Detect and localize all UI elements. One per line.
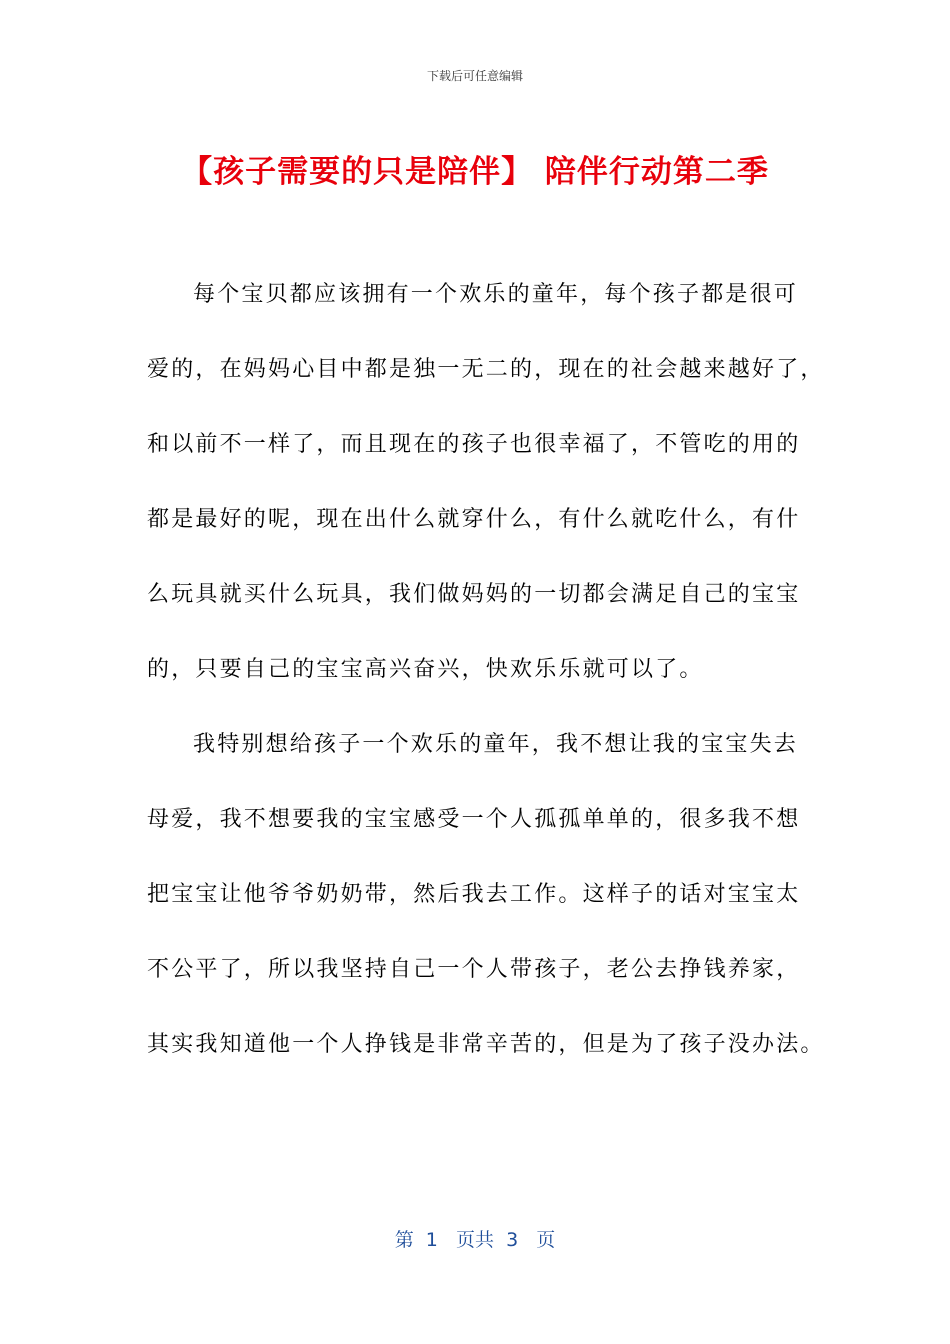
document-body bbox=[147, 275, 825, 1100]
paragraph-line: 爱的，在妈妈心目中都是独一无二的，现在的社会越来越好了， bbox=[147, 357, 825, 382]
paragraph-line: 母爱，我不想要我的宝宝感受一个人孤孤单单的，很多我不想 bbox=[147, 807, 801, 832]
header-note: 下载后可任意编辑 bbox=[426, 69, 523, 83]
paragraph-1 bbox=[147, 275, 825, 725]
paragraph-2 bbox=[147, 725, 825, 1100]
paragraph-line: 我特别想给孩子一个欢乐的童年，我不想让我的宝宝失去 bbox=[193, 732, 799, 757]
paragraph-line: 其实我知道他一个人挣钱是非常辛苦的，但是为了孩子没办法。 bbox=[147, 1032, 825, 1057]
paragraph-line: 不公平了，所以我坚持自己一个人带孩子，老公去挣钱养家， bbox=[147, 957, 801, 982]
paragraph-line: 么玩具就买什么玩具，我们做妈妈的一切都会满足自己的宝宝 bbox=[147, 582, 801, 607]
document-title: 【孩子需要的只是陪伴】 陪伴行动第二季 bbox=[181, 154, 769, 190]
paragraph-line: 把宝宝让他爷爷奶奶带，然后我去工作。这样子的话对宝宝太 bbox=[147, 882, 801, 907]
page-number-footer: 第 1 页共 3 页 bbox=[394, 1229, 556, 1251]
paragraph-line: 的，只要自己的宝宝高兴奋兴，快欢乐乐就可以了。 bbox=[147, 657, 704, 682]
paragraph-line: 每个宝贝都应该拥有一个欢乐的童年，每个孩子都是很可 bbox=[193, 282, 799, 307]
paragraph-line: 和以前不一样了，而且现在的孩子也很幸福了，不管吃的用的 bbox=[147, 432, 801, 457]
paragraph-line: 都是最好的呢，现在出什么就穿什么，有什么就吃什么，有什 bbox=[147, 507, 801, 532]
